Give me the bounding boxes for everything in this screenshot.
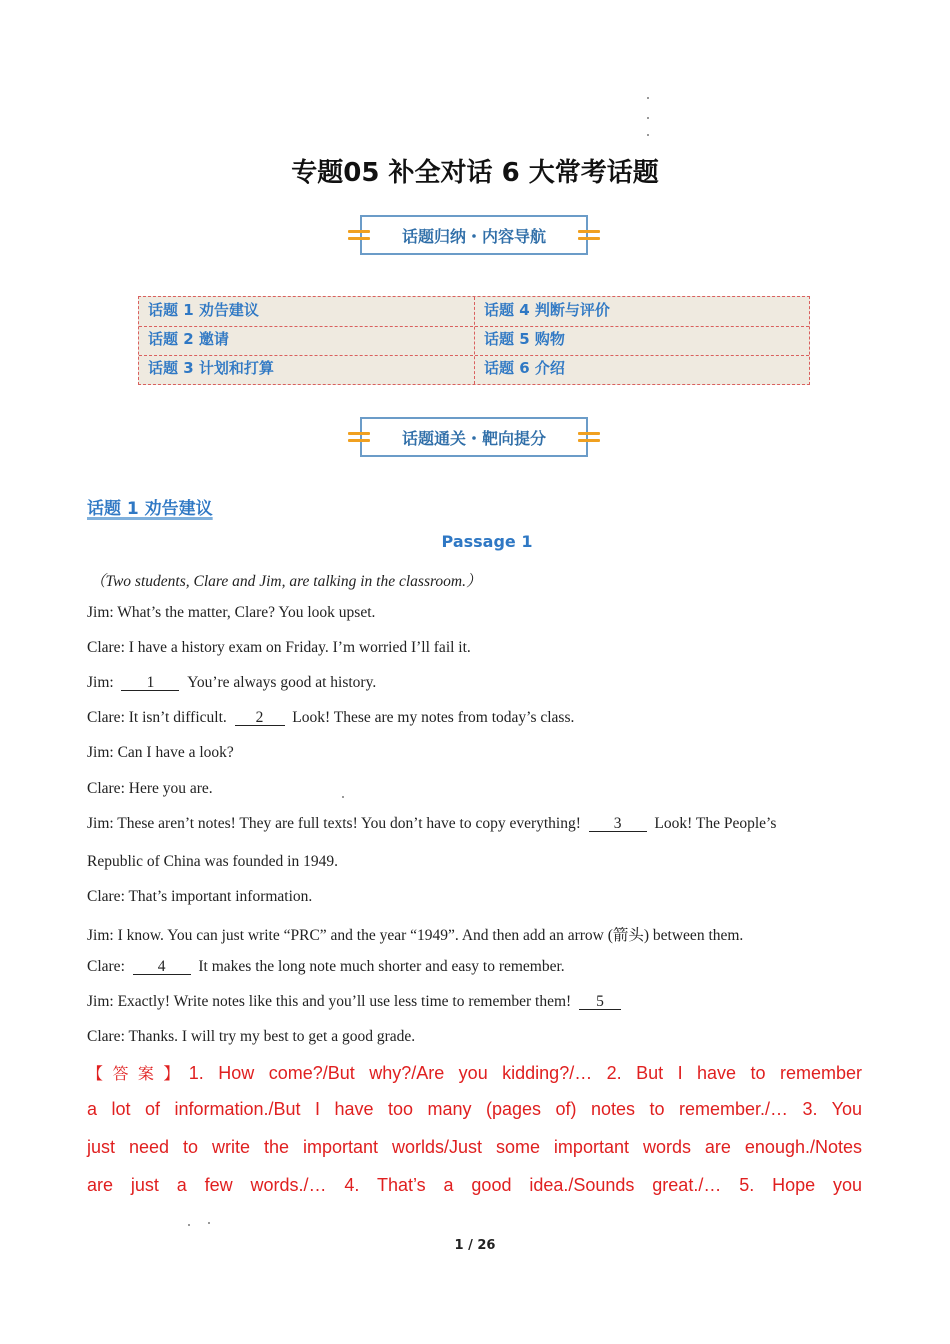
- decoration-icon: [578, 228, 600, 242]
- blank-4[interactable]: 4: [133, 959, 191, 975]
- toc-item-topic-1[interactable]: 话题 1 劝告建议: [148, 301, 259, 319]
- answer-line: a lot of information./But I have too many (pages of) notes to remember./… 3. You: [87, 1099, 862, 1119]
- decoration-icon: [578, 430, 600, 444]
- answer-line: are just a few words./… 4. That’s a good idea./Sounds great./… 5. Hope you: [87, 1175, 862, 1195]
- dialogue-line: Jim: What’s the matter, Clare? You look upset.: [87, 604, 376, 621]
- speck: [188, 1224, 190, 1226]
- answer-line: 【答案】1. How come?/But why?/Are you kidding?/… 2. But I have to remember: [87, 1063, 862, 1083]
- dialogue-line: Jim: Exactly! Write notes like this and you’ll use less time to remember them! 5: [87, 993, 621, 1011]
- toc-item-topic-5[interactable]: 话题 5 购物: [484, 330, 565, 348]
- toc-item-topic-6[interactable]: 话题 6 介绍: [484, 359, 565, 377]
- dialogue-line: Jim: Can I have a look?: [87, 744, 234, 761]
- dialogue-line: Clare: I have a history exam on Friday. I’m worried I’ll fail it.: [87, 639, 471, 656]
- decoration-icon: [348, 430, 370, 444]
- blank-3[interactable]: 3: [589, 816, 647, 832]
- passage-title: Passage 1: [441, 532, 533, 551]
- blank-1[interactable]: 1: [121, 675, 179, 691]
- dialogue-line: Clare: That’s important information.: [87, 888, 313, 905]
- topic-heading: 话题 1 劝告建议: [87, 499, 213, 519]
- practice-banner: [360, 417, 588, 457]
- answer-line: just need to write the important worlds/Just some important words are enough./Notes: [87, 1137, 862, 1157]
- answer-label: 【答案】: [87, 1064, 189, 1083]
- toc-item-topic-2[interactable]: 话题 2 邀请: [148, 330, 229, 348]
- speck: [342, 796, 344, 798]
- dialogue-line: Jim: These aren’t notes! They are full texts! You don’t have to copy everything! 3 Look! The People’s: [87, 815, 777, 832]
- toc-banner-label: 话题归纳・内容导航: [401, 226, 546, 246]
- speck: [647, 117, 649, 119]
- dialogue-line: Clare: Here you are.: [87, 780, 213, 797]
- practice-banner-label: 话题通关・靶向提分: [401, 428, 546, 448]
- speck: [208, 1222, 210, 1224]
- decoration-icon: [348, 228, 370, 242]
- speck: [647, 97, 649, 99]
- table-of-contents: [138, 296, 810, 385]
- page-title: 专题05 补全对话 6 大常考话题: [291, 158, 659, 188]
- toc-item-topic-4[interactable]: 话题 4 判断与评价: [484, 301, 610, 319]
- dialogue-line: Clare: It isn’t difficult. 2 Look! These are my notes from today’s class.: [87, 709, 575, 726]
- dialogue-line: Jim: 1 You’re always good at history.: [87, 674, 377, 691]
- blank-2[interactable]: 2: [235, 710, 285, 726]
- speck: [647, 134, 649, 136]
- blank-5[interactable]: 5: [579, 994, 621, 1010]
- page-number: 1 / 26: [454, 1238, 496, 1253]
- toc-item-topic-3[interactable]: 话题 3 计划和打算: [148, 359, 274, 377]
- dialogue-line: Jim: I know. You can just write “PRC” and the year “1949”. And then add an arrow (箭头) between them.: [87, 927, 744, 944]
- dialogue-line: Clare: 4 It makes the long note much shorter and easy to remember.: [87, 958, 565, 975]
- dialogue-line: Republic of China was founded in 1949.: [87, 853, 338, 870]
- dialogue-line: Clare: Thanks. I will try my best to get a good grade.: [87, 1028, 416, 1045]
- toc-banner: [360, 215, 588, 255]
- context-note: （Two students, Clare and Jim, are talking in the classroom.）: [90, 573, 482, 590]
